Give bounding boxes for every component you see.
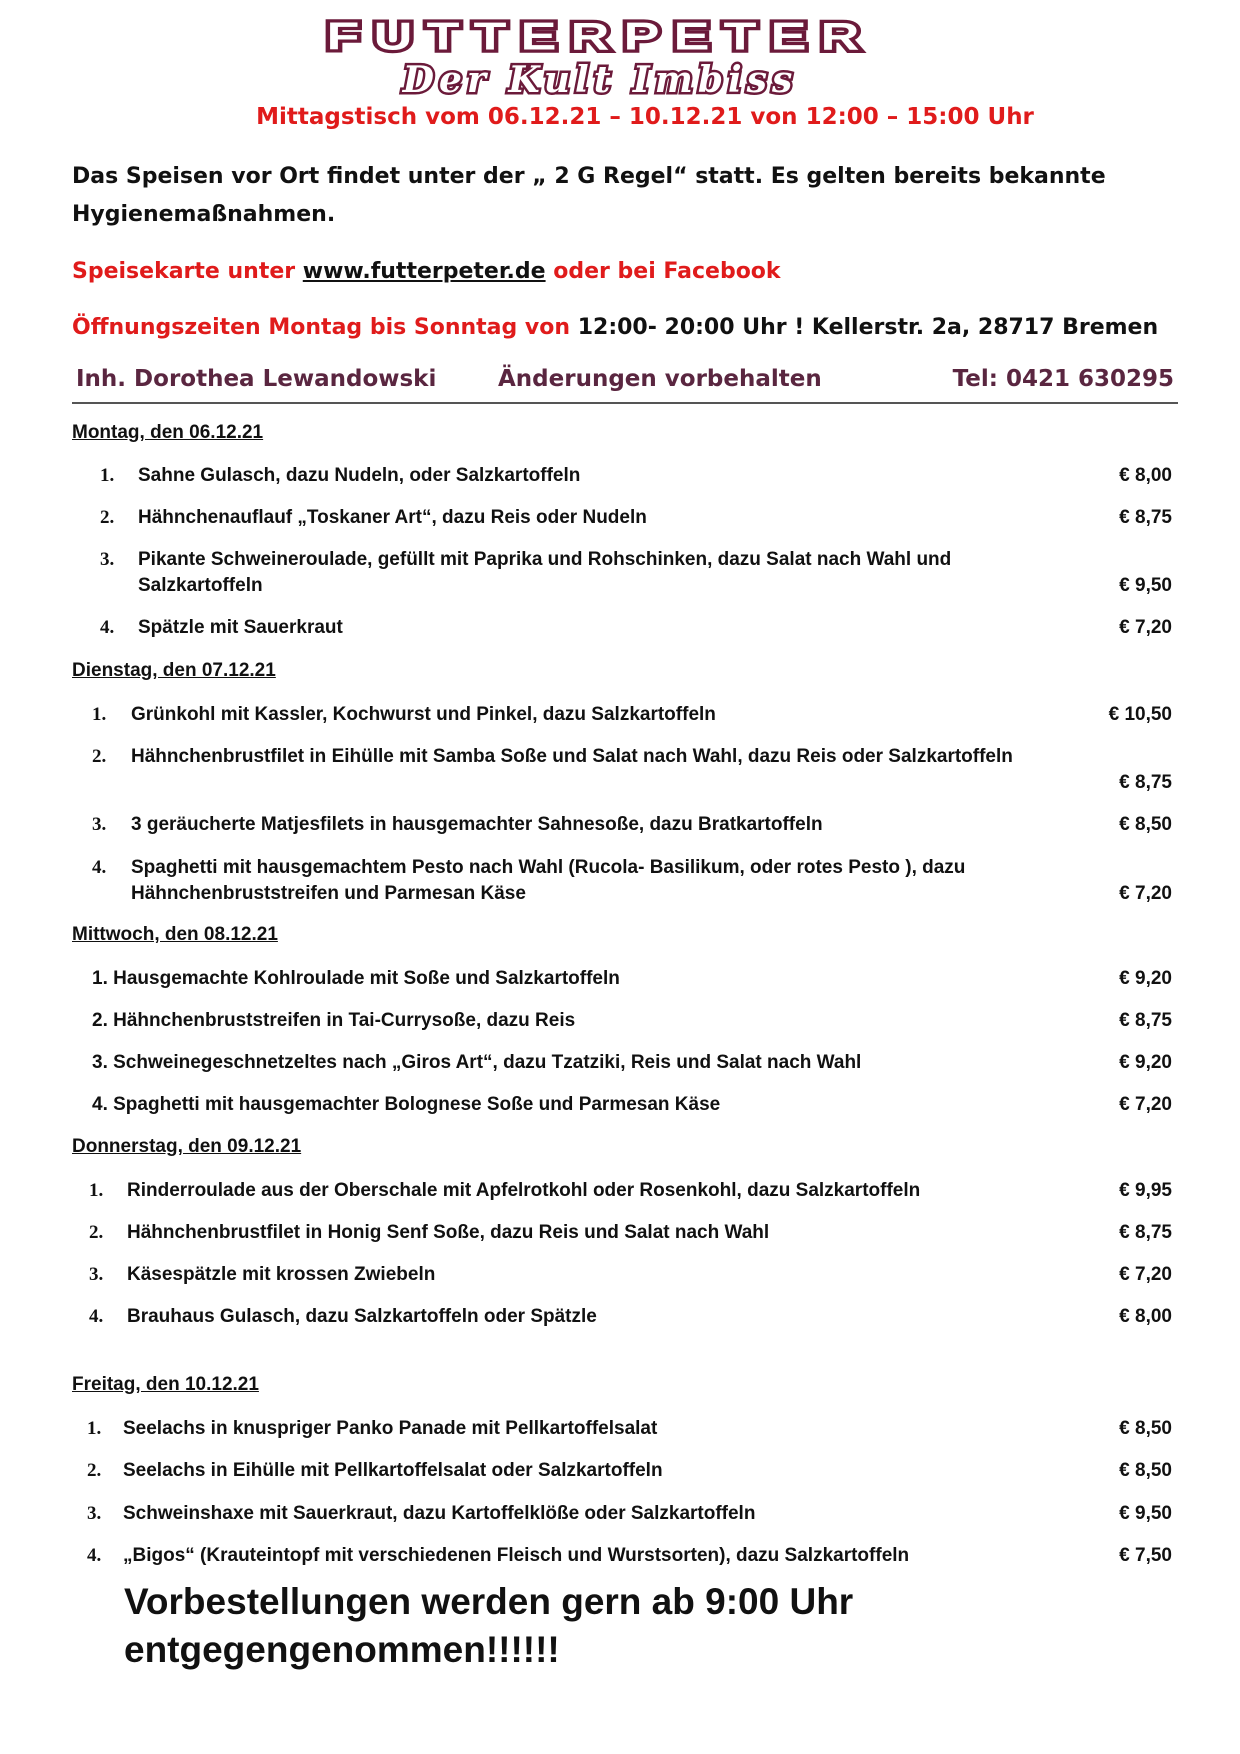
day-heading: Mittwoch, den 08.12.21 bbox=[72, 924, 278, 945]
item-text: Schweinshaxe mit Sauerkraut, dazu Kartoffelklöße oder Salzkartoffeln bbox=[123, 1503, 756, 1524]
menu-item bbox=[72, 615, 1172, 641]
lunch-headline: Mittagstisch vom 06.12.21 – 10.12.21 von 12:00 – 15:00 Uhr bbox=[256, 104, 1034, 130]
preorder-notice-line2: entgegengenommen!!!!!! bbox=[124, 1629, 560, 1670]
item-text: Hähnchenbrustfilet in Honig Senf Soße, dazu Reis und Salat nach Wahl bbox=[127, 1222, 770, 1243]
item-number: 1. bbox=[92, 704, 107, 725]
item-number: 4. bbox=[92, 857, 107, 878]
item-price: € 9,50 bbox=[1119, 1503, 1172, 1524]
item-text: Brauhaus Gulasch, dazu Salzkartoffeln oder Spätzle bbox=[127, 1306, 597, 1327]
item-price: € 8,50 bbox=[1119, 814, 1172, 835]
item-text-continued: Salzkartoffeln bbox=[138, 575, 263, 596]
opening-hours-label: Öffnungszeiten Montag bis Sonntag von bbox=[72, 315, 578, 340]
item-number: 4. bbox=[89, 1306, 104, 1327]
item-text: Seelachs in knuspriger Panko Panade mit Pellkartoffelsalat bbox=[123, 1418, 658, 1439]
changes-reserved-note: Änderungen vorbehalten bbox=[498, 366, 822, 392]
item-number: 3. bbox=[87, 1503, 102, 1524]
day-heading: Freitag, den 10.12.21 bbox=[72, 1374, 259, 1395]
owner-name: Inh. Dorothea Lewandowski bbox=[76, 366, 437, 392]
menu-item bbox=[72, 1092, 1172, 1118]
item-number: 1. bbox=[87, 1418, 102, 1439]
item-text: „Bigos“ (Krauteintopf mit verschiedenen Fleisch und Wurstsorten), dazu Salzkartoffeln bbox=[123, 1545, 910, 1566]
item-price: € 7,50 bbox=[1119, 1545, 1172, 1566]
hygiene-notice-line2: Hygienemaßnahmen. bbox=[72, 202, 336, 227]
item-price: € 7,20 bbox=[1119, 617, 1172, 638]
day-heading: Montag, den 06.12.21 bbox=[72, 422, 264, 443]
menu-item bbox=[72, 505, 1172, 531]
item-price: € 8,00 bbox=[1119, 1306, 1172, 1327]
item-price: € 9,95 bbox=[1119, 1180, 1172, 1201]
website-link[interactable]: www.futterpeter.de bbox=[302, 259, 546, 284]
item-price: € 8,50 bbox=[1119, 1460, 1172, 1481]
menu-link-prefix: Speisekarte unter bbox=[72, 259, 303, 284]
menu-item bbox=[72, 855, 1172, 907]
menu-item bbox=[72, 1543, 1172, 1569]
item-number: 2. bbox=[100, 507, 115, 528]
menu-item bbox=[72, 1050, 1172, 1076]
menu-item bbox=[72, 702, 1172, 728]
logo bbox=[160, 14, 1040, 101]
item-text: Seelachs in Eihülle mit Pellkartoffelsalat oder Salzkartoffeln bbox=[123, 1460, 663, 1481]
item-price: € 10,50 bbox=[1108, 704, 1172, 725]
item-price: € 8,00 bbox=[1119, 465, 1172, 486]
item-number: 4. bbox=[100, 617, 115, 638]
logo-subtitle: Der Kult Imbiss bbox=[402, 59, 798, 101]
item-number: 3. bbox=[100, 549, 115, 570]
preorder-notice-line1: Vorbestellungen werden gern ab 9:00 Uhr bbox=[124, 1581, 854, 1622]
menu-item bbox=[72, 1458, 1172, 1484]
menu-item bbox=[72, 1262, 1172, 1288]
item-number: 2. bbox=[92, 746, 107, 767]
item-price: € 7,20 bbox=[1119, 1264, 1172, 1285]
opening-hours bbox=[72, 309, 1172, 347]
menu-item bbox=[72, 1416, 1172, 1442]
item-number: 2. bbox=[87, 1460, 102, 1481]
day-heading: Dienstag, den 07.12.21 bbox=[72, 660, 276, 681]
item-price: € 8,50 bbox=[1119, 1418, 1172, 1439]
day-heading: Donnerstag, den 09.12.21 bbox=[72, 1136, 302, 1157]
item-text-continued: Hähnchenbruststreifen und Parmesan Käse bbox=[131, 883, 526, 904]
info-bar bbox=[72, 364, 1178, 404]
menu-link-suffix: oder bei Facebook bbox=[545, 259, 781, 284]
item-price: € 7,20 bbox=[1119, 1094, 1172, 1115]
item-price: € 8,75 bbox=[1119, 507, 1172, 528]
item-text: 1. Hausgemachte Kohlroulade mit Soße und Salzkartoffeln bbox=[92, 968, 620, 989]
item-text: Spätzle mit Sauerkraut bbox=[138, 617, 343, 638]
item-text: 4. Spaghetti mit hausgemachter Bolognese Soße und Parmesan Käse bbox=[92, 1094, 721, 1115]
item-text: Sahne Gulasch, dazu Nudeln, oder Salzkartoffeln bbox=[138, 465, 581, 486]
phone-number: Tel: 0421 630295 bbox=[952, 366, 1174, 392]
item-text: 3. Schweinegeschnetzeltes nach „Giros Art“, dazu Tzatziki, Reis und Salat nach Wahl bbox=[92, 1052, 862, 1073]
item-number: 4. bbox=[87, 1545, 102, 1566]
hygiene-notice bbox=[72, 158, 1172, 234]
item-price: € 8,75 bbox=[1119, 772, 1172, 793]
menu-item bbox=[72, 812, 1172, 838]
menu-item bbox=[72, 744, 1172, 796]
item-price: € 7,20 bbox=[1119, 883, 1172, 904]
opening-hours-time: 12:00- 20:00 Uhr ! Kellerstr. 2a, 28717 Bremen bbox=[577, 315, 1159, 340]
item-number: 3. bbox=[89, 1264, 104, 1285]
item-number: 1. bbox=[100, 465, 115, 486]
menu-item bbox=[72, 547, 1172, 599]
item-price: € 8,75 bbox=[1119, 1010, 1172, 1031]
hygiene-notice-line1: Das Speisen vor Ort findet unter der „ 2 G Regel“ statt. Es gelten bereits bekannte bbox=[72, 164, 1106, 189]
menu-item bbox=[72, 1220, 1172, 1246]
menu-item bbox=[72, 1008, 1172, 1034]
item-text: 3 geräucherte Matjesfilets in hausgemachter Sahnesoße, dazu Bratkartoffeln bbox=[131, 814, 823, 835]
menu-item bbox=[72, 1178, 1172, 1204]
item-price: € 9,20 bbox=[1119, 1052, 1172, 1073]
item-text: Hähnchenbrustfilet in Eihülle mit Samba Soße und Salat nach Wahl, dazu Reis oder Salzkartoffeln bbox=[131, 746, 1013, 767]
preorder-notice bbox=[124, 1578, 1124, 1674]
item-text: 2. Hähnchenbruststreifen in Tai-Currysoße, dazu Reis bbox=[92, 1010, 576, 1031]
item-text: Rinderroulade aus der Oberschale mit Apfelrotkohl oder Rosenkohl, dazu Salzkartoffeln bbox=[127, 1180, 921, 1201]
menu-item bbox=[72, 1304, 1172, 1330]
menu-item bbox=[72, 463, 1172, 489]
menu-item bbox=[72, 1501, 1172, 1527]
menu-item bbox=[72, 966, 1172, 992]
logo-title: FUTTERPETER bbox=[326, 14, 874, 58]
item-number: 1. bbox=[89, 1180, 104, 1201]
item-price: € 9,50 bbox=[1119, 575, 1172, 596]
item-text: Pikante Schweineroulade, gefüllt mit Paprika und Rohschinken, dazu Salat nach Wahl und bbox=[138, 549, 952, 570]
item-text: Spaghetti mit hausgemachtem Pesto nach Wahl (Rucola- Basilikum, oder rotes Pesto ), dazu bbox=[131, 857, 966, 878]
menu-link-line bbox=[72, 253, 1172, 291]
item-price: € 9,20 bbox=[1119, 968, 1172, 989]
item-number: 3. bbox=[92, 814, 107, 835]
item-price: € 8,75 bbox=[1119, 1222, 1172, 1243]
item-text: Grünkohl mit Kassler, Kochwurst und Pinkel, dazu Salzkartoffeln bbox=[131, 704, 716, 725]
item-number: 2. bbox=[89, 1222, 104, 1243]
item-text: Käsespätzle mit krossen Zwiebeln bbox=[127, 1264, 436, 1285]
item-text: Hähnchenauflauf „Toskaner Art“, dazu Reis oder Nudeln bbox=[138, 507, 647, 528]
